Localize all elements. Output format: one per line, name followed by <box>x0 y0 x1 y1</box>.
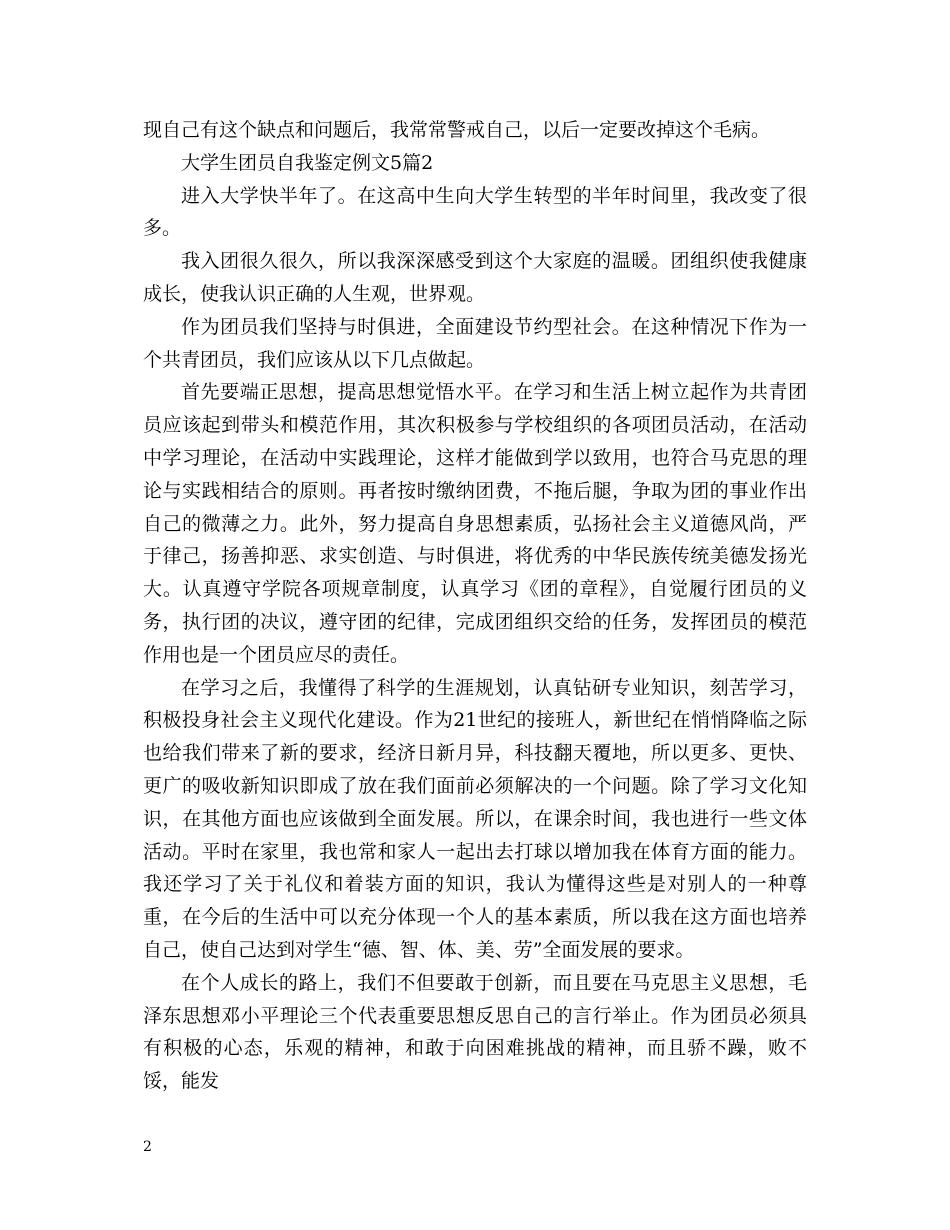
paragraph: 在个人成长的路上，我们不但要敢于创新，而且要在马克思主义思想，毛泽东思想邓小平理论三个代表重要思想反思自己的言行举止。作为团员必须具有积极的心态，乐观的精神，和敢于向困难挑战的精神，而且骄不躁，败不馁，能发 <box>143 971 807 1093</box>
paragraph: 我入团很久很久，所以我深深感受到这个大家庭的温暖。团组织使我健康成长，使我认识正确的人生观，世界观。 <box>143 250 807 305</box>
paragraph: 首先要端正思想，提高思想觉悟水平。在学习和生活上树立起作为共青团员应该起到带头和模范作用，其次积极参与学校组织的各项团员活动，在活动中学习理论，在活动中实践理论，这样才能做到学以致用，也符合马克思的理论与实践相结合的原则。再者按时缴纳团费，不拖后腿，争取为团的事业作出自己的微薄之力。此外，努力提高自身思想素质，弘扬社会主义道德风尚，严于律己，扬善抑恶、求实创造、与时俱进，将优秀的中华民族传统美德发扬光大。认真遵守学院各项规章制度，认真学习《团的章程》，自觉履行团员的义务，执行团的决议，遵守团的纪律，完成团组织交给的任务，发挥团员的模范作用也是一个团员应尽的责任。 <box>143 381 807 666</box>
paragraph: 现自己有这个缺点和问题后，我常常警戒自己，以后一定要改掉这个毛病。 <box>143 119 771 141</box>
page-number: 2 <box>143 1139 152 1155</box>
body-text <box>143 114 807 1098</box>
paragraph: 作为团员我们坚持与时俱进，全面建设节约型社会。在这种情况下作为一个共青团员，我们应该从以下几点做起。 <box>143 315 807 371</box>
paragraph: 进入大学快半年了。在这高中生向大学生转型的半年时间里，我改变了很多。 <box>143 184 807 240</box>
paragraph-title: 大学生团员自我鉴定例文5篇2 <box>181 151 434 174</box>
paragraph: 在学习之后，我懂得了科学的生涯规划，认真钻研专业知识，刻苦学习，积极投身社会主义现代化建设。作为21世纪的接班人，新世纪在悄悄降临之际也给我们带来了新的要求，经济日新月异，科技翻天覆地，所以更多、更快、更广的吸收新知识即成了放在我们面前必须解决的一个问题。除了学习文化知识，在其他方面也应该做到全面发展。所以，在课余时间，我也进行一些文体活动。平时在家里，我也常和家人一起出去打球以增加我在体育方面的能力。我还学习了关于礼仪和着装方面的知识，我认为懂得这些是对别人的一种尊重，在今后的生活中可以充分体现一个人的基本素质，所以我在这方面也培养自己，使自己达到对学生“德、智、体、美、劳”全面发展的要求。 <box>143 676 807 961</box>
